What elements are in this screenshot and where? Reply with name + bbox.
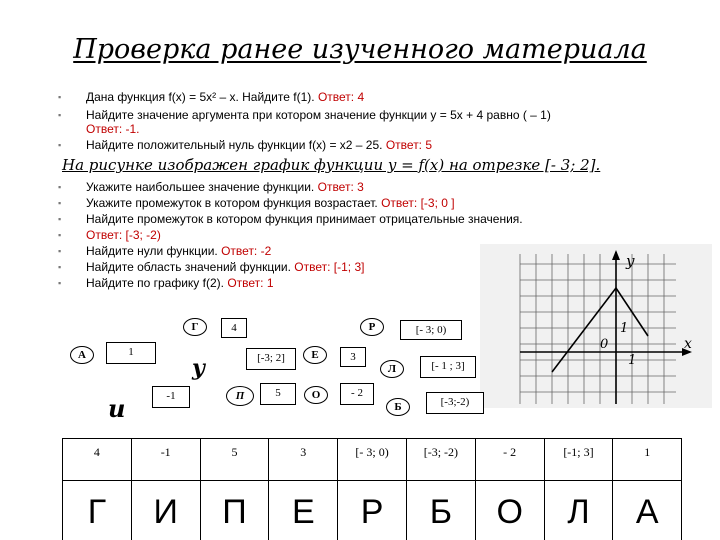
graph-task-2-question: Укажите промежуток в котором функция возрастает. bbox=[86, 196, 378, 210]
letter-i-cursive: и bbox=[108, 394, 126, 423]
function-graph bbox=[480, 244, 712, 408]
graph-task-5-question: Найдите область значений функции. bbox=[86, 260, 291, 274]
bullet-icon: ▪ bbox=[58, 214, 62, 224]
task-2-answer: Ответ: -1. bbox=[86, 122, 140, 136]
answer-letter-cell: А bbox=[613, 481, 682, 540]
graph-task-4 bbox=[86, 244, 271, 258]
task-1-question: Дана функция f(x) = 5x² – x. Найдите f(1). bbox=[86, 90, 315, 104]
graph-task-5-answer: Ответ: [-1; 3] bbox=[294, 260, 365, 274]
task-2 bbox=[86, 108, 551, 122]
graph-task-1-question: Укажите наибольшее значение функции. bbox=[86, 180, 315, 194]
value-box-b: [-3;-2) bbox=[426, 392, 484, 414]
graph-task-4-answer: Ответ: -2 bbox=[221, 244, 272, 258]
x-axis-label: x bbox=[684, 336, 692, 352]
graph-task-2 bbox=[86, 196, 455, 210]
graph-task-3-answer: Ответ: [-3; -2) bbox=[86, 228, 161, 242]
letter-circle-p: П bbox=[226, 386, 254, 406]
y-axis-label: y bbox=[626, 252, 635, 270]
answer-value-cell: [- 3; 0) bbox=[338, 439, 407, 481]
task-1 bbox=[86, 90, 364, 104]
answer-letter-cell: Б bbox=[406, 481, 475, 540]
graph-grid bbox=[520, 254, 676, 404]
task-1-answer: Ответ: 4 bbox=[317, 90, 365, 104]
bullet-icon: ▪ bbox=[58, 246, 62, 256]
answer-letters-row bbox=[63, 481, 682, 540]
section-heading: На рисунке изображен график функции y = f(x) на отрезке [- 3; 2]. bbox=[62, 156, 601, 174]
answer-letter-cell: И bbox=[131, 481, 200, 540]
answer-value-cell: - 2 bbox=[475, 439, 544, 481]
letter-circle-o: О bbox=[304, 386, 328, 404]
y-axis-arrow-icon bbox=[612, 250, 620, 260]
answer-value-cell: 5 bbox=[200, 439, 269, 481]
page-title: Проверка ранее изученного материала bbox=[73, 34, 647, 65]
value-box-u: [-3; 2] bbox=[246, 348, 296, 370]
bullet-icon: ▪ bbox=[58, 92, 62, 102]
answer-letter-cell: Л bbox=[544, 481, 613, 540]
graph-task-1-answer: Ответ: 3 bbox=[317, 180, 364, 194]
graph-task-4-question: Найдите нули функции. bbox=[86, 244, 218, 258]
answer-value-cell: 3 bbox=[269, 439, 338, 481]
y-one-label: 1 bbox=[620, 321, 629, 336]
bullet-icon: ▪ bbox=[58, 110, 62, 120]
graph-task-5 bbox=[86, 260, 365, 274]
value-box-o: - 2 bbox=[340, 383, 374, 405]
answer-letter-cell: Г bbox=[63, 481, 132, 540]
origin-label: 0 bbox=[600, 337, 609, 352]
answer-letter-cell: Р bbox=[338, 481, 407, 540]
value-box-r: [- 3; 0) bbox=[400, 320, 462, 340]
answer-letter-cell: П bbox=[200, 481, 269, 540]
graph-task-6-question: Найдите по графику f(2). bbox=[86, 276, 224, 290]
task-2-question: Найдите значение аргумента при котором значение функции y = 5x + 4 равно ( – 1) bbox=[86, 108, 551, 122]
bullet-icon: ▪ bbox=[58, 140, 62, 150]
x-one-label: 1 bbox=[628, 353, 637, 368]
value-box-e: 3 bbox=[340, 347, 366, 367]
function-graph-svg bbox=[480, 244, 712, 408]
graph-task-6-answer: Ответ: 1 bbox=[227, 276, 274, 290]
letter-circle-r: Р bbox=[360, 318, 384, 336]
graph-task-2-answer: Ответ: [-3; 0 ] bbox=[381, 196, 455, 210]
task-3 bbox=[86, 138, 432, 152]
letter-u-cursive: у bbox=[192, 355, 206, 381]
value-box-a: 1 bbox=[106, 342, 156, 364]
letter-circle-b: Б bbox=[386, 398, 410, 416]
graph-task-3 bbox=[86, 212, 523, 226]
bullet-icon: ▪ bbox=[58, 182, 62, 192]
answer-value-cell: -1 bbox=[131, 439, 200, 481]
answer-letter-cell: О bbox=[475, 481, 544, 540]
answer-value-cell: [-3; -2) bbox=[406, 439, 475, 481]
graph-task-3-question: Найдите промежуток в котором функция принимает отрицательные значения. bbox=[86, 212, 523, 226]
value-box-g: 4 bbox=[221, 318, 247, 338]
answer-value-cell: [-1; 3] bbox=[544, 439, 613, 481]
bullet-icon: ▪ bbox=[58, 198, 62, 208]
answer-letter-cell: Е bbox=[269, 481, 338, 540]
graph-task-6 bbox=[86, 276, 274, 290]
letter-circle-e: Е bbox=[303, 346, 327, 364]
bullet-icon: ▪ bbox=[58, 278, 62, 288]
letter-circle-l: Л bbox=[380, 360, 404, 378]
value-box-i: -1 bbox=[152, 386, 190, 408]
bullet-icon: ▪ bbox=[58, 230, 62, 240]
letter-circle-g: Г bbox=[183, 318, 207, 336]
task-3-question: Найдите положительный нуль функции f(x) = x2 – 25. bbox=[86, 138, 383, 152]
answer-table bbox=[62, 438, 682, 540]
answer-value-cell: 4 bbox=[63, 439, 132, 481]
graph-task-1 bbox=[86, 180, 364, 194]
task-3-answer: Ответ: 5 bbox=[385, 138, 433, 152]
value-box-p: 5 bbox=[260, 383, 296, 405]
answer-value-cell: 1 bbox=[613, 439, 682, 481]
bullet-icon: ▪ bbox=[58, 262, 62, 272]
value-box-l: [- 1 ; 3] bbox=[420, 356, 476, 378]
letter-circle-a: А bbox=[70, 346, 94, 364]
answer-values-row bbox=[63, 439, 682, 481]
